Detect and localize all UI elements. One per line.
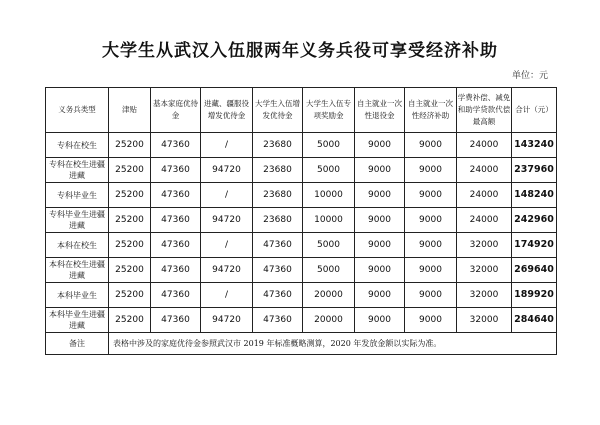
header-cell: 大学生入伍增发优待金 — [253, 88, 303, 133]
table-cell: 32000 — [457, 233, 512, 258]
header-cell: 进藏、疆服役增发优待金 — [201, 88, 253, 133]
table-cell: 10000 — [303, 183, 355, 208]
type-cell: 本科毕业生 — [46, 283, 109, 308]
header-cell: 基本家庭优待金 — [151, 88, 201, 133]
table-cell: 9000 — [405, 183, 457, 208]
table-cell: 9000 — [405, 233, 457, 258]
table-cell: 24000 — [457, 158, 512, 183]
total-cell: 174920 — [512, 233, 557, 258]
table-row — [46, 208, 557, 233]
table-cell: 9000 — [405, 258, 457, 283]
note-row — [46, 333, 557, 355]
table-cell: 23680 — [253, 133, 303, 158]
table-cell: 5000 — [303, 258, 355, 283]
table-cell: / — [201, 133, 253, 158]
table-cell: 47360 — [151, 183, 201, 208]
table-cell: 47360 — [151, 233, 201, 258]
table-cell: 47360 — [151, 258, 201, 283]
type-cell: 本科在校生 — [46, 233, 109, 258]
table-cell: 94720 — [201, 208, 253, 233]
table-cell: / — [201, 233, 253, 258]
table-cell: 5000 — [303, 233, 355, 258]
header-cell: 自主就业一次性经济补助 — [405, 88, 457, 133]
table-cell: 25200 — [109, 208, 151, 233]
table-cell: / — [201, 183, 253, 208]
table-cell: 9000 — [355, 308, 405, 333]
type-cell: 本科毕业生进疆进藏 — [46, 308, 109, 333]
type-cell: 专科在校生进疆进藏 — [46, 158, 109, 183]
table-cell: 47360 — [151, 133, 201, 158]
table-cell: 24000 — [457, 208, 512, 233]
table-row — [46, 258, 557, 283]
table-cell: 23680 — [253, 158, 303, 183]
table-cell: 32000 — [457, 258, 512, 283]
table-cell: 47360 — [151, 208, 201, 233]
table-cell: 32000 — [457, 283, 512, 308]
header-cell: 学费补偿、减免和助学贷款代偿最高额 — [457, 88, 512, 133]
table-cell: 25200 — [109, 233, 151, 258]
table-cell: / — [201, 283, 253, 308]
table-cell: 23680 — [253, 183, 303, 208]
header-cell: 津贴 — [109, 88, 151, 133]
table-cell: 47360 — [253, 258, 303, 283]
table-cell: 9000 — [355, 233, 405, 258]
type-cell: 本科在校生进疆进藏 — [46, 258, 109, 283]
header-cell: 合计（元） — [512, 88, 557, 133]
table-cell: 47360 — [253, 233, 303, 258]
header-cell: 大学生入伍专项奖励金 — [303, 88, 355, 133]
table-cell: 25200 — [109, 258, 151, 283]
table-cell: 94720 — [201, 258, 253, 283]
total-cell: 284640 — [512, 308, 557, 333]
type-cell: 专科毕业生进疆进藏 — [46, 208, 109, 233]
table-row — [46, 283, 557, 308]
table-cell: 47360 — [253, 308, 303, 333]
header-cell: 义务兵类型 — [46, 88, 109, 133]
note-label: 备注 — [46, 333, 109, 355]
table-row — [46, 233, 557, 258]
table-cell: 32000 — [457, 308, 512, 333]
table-cell: 94720 — [201, 308, 253, 333]
table-cell: 9000 — [355, 158, 405, 183]
table-cell: 47360 — [253, 283, 303, 308]
table-cell: 5000 — [303, 133, 355, 158]
unit-label: 单位：元 — [511, 71, 548, 81]
table-row — [46, 133, 557, 158]
total-cell: 269640 — [512, 258, 557, 283]
table-cell: 47360 — [151, 308, 201, 333]
table-cell: 9000 — [405, 133, 457, 158]
table-cell: 25200 — [109, 183, 151, 208]
table-cell: 25200 — [109, 158, 151, 183]
subsidy-table — [45, 87, 557, 355]
table-cell: 25200 — [109, 133, 151, 158]
type-cell: 专科毕业生 — [46, 183, 109, 208]
table-cell: 20000 — [303, 308, 355, 333]
total-cell: 237960 — [512, 158, 557, 183]
table-cell: 5000 — [303, 158, 355, 183]
table-cell: 9000 — [405, 283, 457, 308]
table-cell: 24000 — [457, 183, 512, 208]
total-cell: 143240 — [512, 133, 557, 158]
page-title: 大学生从武汉入伍服两年义务兵役可享受经济补助 — [102, 41, 498, 61]
table-cell: 9000 — [405, 158, 457, 183]
table-cell: 47360 — [151, 158, 201, 183]
table-cell: 25200 — [109, 308, 151, 333]
table-cell: 23680 — [253, 208, 303, 233]
table-cell: 9000 — [355, 208, 405, 233]
table-cell: 94720 — [201, 158, 253, 183]
table-cell: 9000 — [355, 283, 405, 308]
table-cell: 9000 — [405, 308, 457, 333]
header-cell: 自主就业一次性退役金 — [355, 88, 405, 133]
table-cell: 10000 — [303, 208, 355, 233]
type-cell: 专科在校生 — [46, 133, 109, 158]
table-cell: 9000 — [405, 208, 457, 233]
note-text: 表格中涉及的家庭优待金参照武汉市 2019 年标准概略测算，2020 年发放金额以实际为准。 — [109, 333, 557, 355]
total-cell: 189920 — [512, 283, 557, 308]
total-cell: 148240 — [512, 183, 557, 208]
table-row — [46, 183, 557, 208]
table-cell: 9000 — [355, 183, 405, 208]
total-cell: 242960 — [512, 208, 557, 233]
table-cell: 47360 — [151, 283, 201, 308]
table-row — [46, 158, 557, 183]
table-cell: 20000 — [303, 283, 355, 308]
table-cell: 24000 — [457, 133, 512, 158]
header-row — [46, 88, 557, 133]
table-cell: 9000 — [355, 133, 405, 158]
table-cell: 25200 — [109, 283, 151, 308]
table-cell: 9000 — [355, 258, 405, 283]
table-row — [46, 308, 557, 333]
